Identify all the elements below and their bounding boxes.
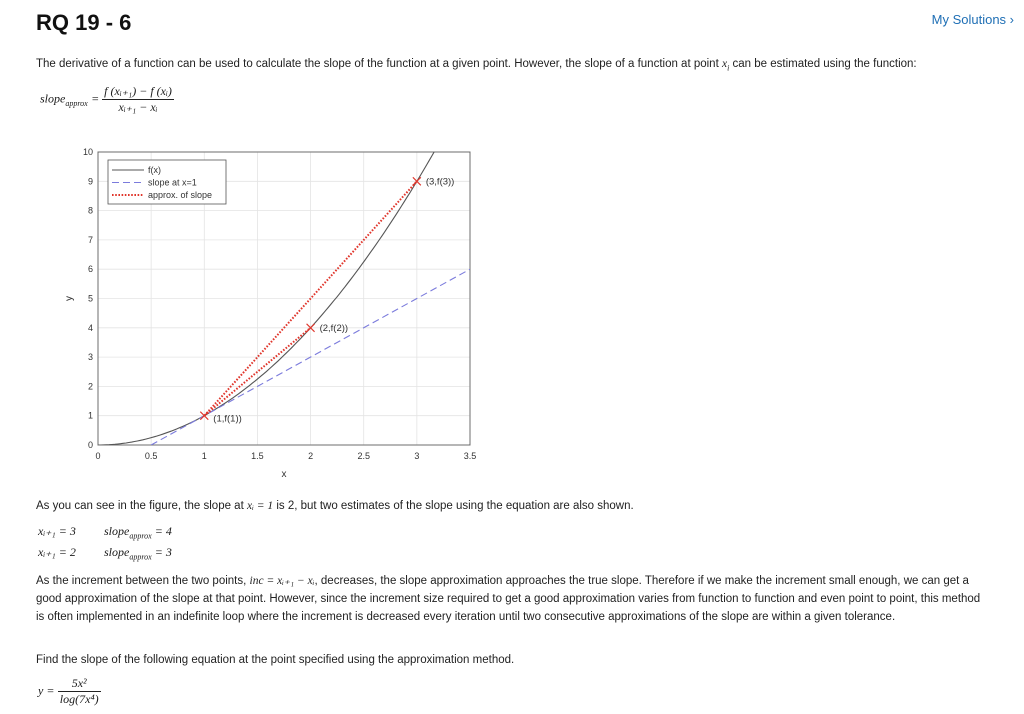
formula-fraction bbox=[102, 84, 174, 115]
estimate-slope-val: = 4 bbox=[151, 524, 172, 538]
estimate-x: xᵢ₊₁ = 2 bbox=[38, 545, 76, 559]
legend-label: f(x) bbox=[148, 165, 161, 175]
x-tick-label: 3.5 bbox=[463, 451, 477, 461]
intro-point-var: x bbox=[721, 58, 728, 70]
y-tick-label: 4 bbox=[87, 322, 93, 333]
estimate-row bbox=[38, 524, 172, 540]
estimate-slope-val: = 3 bbox=[151, 545, 172, 559]
y-tick-label: 6 bbox=[87, 264, 93, 275]
x-tick-label: 1.5 bbox=[251, 451, 264, 461]
x-tick-label: 2.5 bbox=[357, 451, 370, 461]
estimate-slope-sub: approx bbox=[129, 552, 152, 562]
task-text: Find the slope of the following equation at the point specified using the approximation method. bbox=[36, 654, 515, 666]
x-tick-label: 0.5 bbox=[144, 451, 158, 461]
y-axis-label: y bbox=[64, 296, 75, 301]
y-tick-label: 2 bbox=[87, 381, 93, 392]
y-tick-label: 10 bbox=[82, 147, 93, 157]
page-title: RQ 19 - 6 bbox=[36, 10, 132, 35]
explanation-paragraph bbox=[36, 572, 986, 626]
estimate-slope: slope bbox=[104, 524, 130, 538]
final-equation bbox=[38, 676, 101, 707]
final-eq-denominator: log(7x⁴) bbox=[59, 692, 99, 706]
point-label: (1,f(1)) bbox=[213, 413, 242, 425]
y-tick-label: 5 bbox=[87, 293, 93, 304]
explain-text-2: , decreases, the slope approximation approaches the true slope. Therefore if we make the increment small enough, we can get a good approximation of the slope at that point. However, since the increment size required to get a good approximation varies from function to function and even point to point, this method is often implemented in an indefinite loop where the increment is decreased every iteration until two consecutive approximations of the slope are within a given tolerance. bbox=[36, 575, 981, 623]
explain-inc: inc = xᵢ₊₁ − xᵢ bbox=[249, 575, 315, 587]
legend-label: approx. of slope bbox=[148, 190, 213, 200]
y-tick-label: 8 bbox=[87, 205, 93, 216]
caption-text-before: As you can see in the figure, the slope at bbox=[36, 500, 247, 512]
final-eq-numerator: 5x² bbox=[58, 676, 101, 692]
intro-paragraph bbox=[36, 58, 917, 72]
intro-point-sub: i bbox=[727, 63, 730, 73]
formula-denominator: xᵢ₊₁ − xᵢ bbox=[118, 100, 158, 114]
x-axis-label: x bbox=[281, 469, 287, 480]
x-tick-label: 3 bbox=[414, 451, 420, 461]
point-label: (2,f(2)) bbox=[319, 322, 349, 334]
slope-chart bbox=[60, 140, 490, 485]
final-eq-lhs: y = bbox=[38, 683, 55, 698]
x-tick-label: 2 bbox=[308, 451, 314, 461]
formula-numerator: f (xᵢ₊₁) − f (xᵢ) bbox=[104, 84, 172, 98]
y-tick-label: 9 bbox=[87, 176, 93, 187]
y-tick-label: 1 bbox=[87, 410, 93, 421]
formula-lhs: slope bbox=[40, 91, 66, 106]
estimate-slope-sub: approx bbox=[129, 531, 152, 541]
point-label: (3,f(3)) bbox=[425, 176, 455, 188]
intro-text-before: The derivative of a function can be used to calculate the slope of the function at a given point. However, the slope of a function at point bbox=[36, 58, 722, 70]
y-tick-label: 0 bbox=[87, 440, 93, 450]
caption-eq: xᵢ = 1 bbox=[246, 500, 274, 512]
y-tick-label: 7 bbox=[87, 234, 93, 245]
caption-text-after: is 2, but two estimates of the slope using the equation are also shown. bbox=[273, 500, 634, 512]
my-solutions-link[interactable]: My Solutions › bbox=[931, 12, 1014, 27]
estimate-x: xᵢ₊₁ = 3 bbox=[38, 524, 76, 538]
figure-caption bbox=[36, 500, 634, 512]
x-tick-label: 1 bbox=[201, 451, 207, 461]
slope-approx-formula: slope$_{approx}$ = $\frac{\text{f (xᵢ₊₁) − f (xᵢ)}}{\text{xᵢ₊₁ − xᵢ}}$ bbox=[40, 84, 172, 114]
intro-text-after: can be estimated using the function: bbox=[729, 58, 917, 70]
x-tick-label: 0 bbox=[95, 451, 101, 461]
formula-lhs-sub: approx bbox=[65, 99, 88, 109]
estimate-row bbox=[38, 545, 172, 561]
y-tick-label: 3 bbox=[87, 352, 93, 363]
explain-text-1: As the increment between the two points, bbox=[36, 575, 250, 587]
legend-label: slope at x=1 bbox=[148, 177, 197, 188]
final-eq-fraction bbox=[58, 676, 101, 707]
slope-figure bbox=[60, 140, 490, 485]
estimate-slope: slope bbox=[104, 545, 130, 559]
